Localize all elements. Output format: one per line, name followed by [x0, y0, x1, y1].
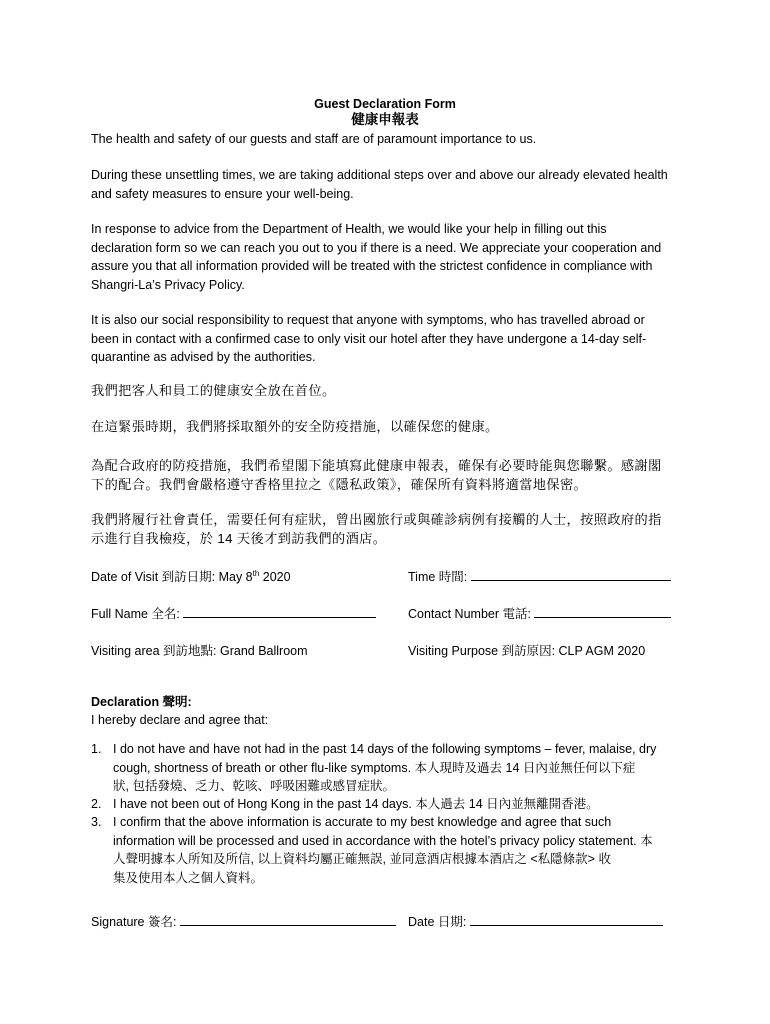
- declaration-lead: I hereby declare and agree that:: [91, 713, 269, 727]
- intro-paragraph-1: The health and safety of our guests and staff are of paramount importance to us.: [91, 132, 537, 146]
- text-line: In response to advice from the Department of Health, we would like your help in filling out this: [91, 222, 607, 236]
- text-line: 示進行自我檢疫，於 14 天後才到訪我們的酒店。: [91, 531, 387, 546]
- text-line: During these unsettling times, we are taking additional steps over and above our already elevated health: [91, 168, 668, 182]
- text-line: and safety measures to ensure your well-being.: [91, 186, 354, 201]
- text-line: I do not have and have not had in the past 14 days of the following symptoms – fever, malaise, dry: [113, 742, 657, 756]
- full-name-field: [91, 605, 376, 624]
- text-line: been in contact with a confirmed case to only visit our hotel after they have undergone a 14-day self-: [91, 331, 647, 346]
- signature-label: Signature 簽名:: [91, 915, 177, 929]
- time-label: Time 時間:: [408, 570, 468, 584]
- text-line: 集及使用本人之個人資料。: [113, 870, 264, 885]
- text-line: Shangri-La’s Privacy Policy.: [91, 277, 245, 292]
- text-line: 下的配合。我們會嚴格遵守香格里拉之《隱私政策》，確保所有資料將適當地保密。: [91, 477, 588, 492]
- item-number: 3.: [91, 815, 102, 829]
- signature-date-input-line[interactable]: [470, 913, 663, 926]
- declaration-item-3: [113, 813, 688, 887]
- text-line: I have not been out of Hong Kong in the past 14 days. 本人過去 14 日內並無離開香港。: [113, 797, 599, 811]
- full-name-input-line[interactable]: [183, 605, 376, 618]
- signature-field: [91, 913, 396, 932]
- time-field: [408, 568, 671, 587]
- text-line: information will be processed and used in accordance with the hotel’s privacy policy statement. 本: [113, 833, 653, 848]
- signature-input-line[interactable]: [180, 913, 396, 926]
- text-line: 為配合政府的防疫措施，我們希望閣下能填寫此健康申報表，確保有必要時能與您聯繫。感謝閣: [91, 458, 662, 473]
- text-line: cough, shortness of breath or other flu-like symptoms. 本人現時及過去 14 日內並無任何以下症: [113, 760, 636, 775]
- contact-number-field: [408, 605, 671, 624]
- text-line: 我們將履行社會責任，需要任何有症狀，曾出國旅行或與確診病例有接觸的人士，按照政府的指: [91, 512, 662, 527]
- text-line: assure you that all information provided will be treated with the strictest confidence in compliance with: [91, 259, 653, 273]
- declaration-item-1: [113, 740, 688, 796]
- text-line: declaration form so we can reach you out to you if there is a need. We appreciate your cooperation and: [91, 240, 662, 255]
- intro-paragraph-3: [91, 220, 686, 294]
- date-of-visit-field: [91, 568, 291, 587]
- date-of-visit-label: Date of Visit 到訪日期: May 8: [91, 570, 253, 584]
- full-name-label: Full Name 全名:: [91, 607, 180, 621]
- date-suffix: th: [252, 568, 260, 578]
- intro-zh-4: [91, 510, 686, 548]
- intro-zh-1: 我們把客人和員工的健康安全放在首位。: [91, 383, 336, 398]
- form-title-en: Guest Declaration Form: [314, 97, 456, 111]
- contact-number-input-line[interactable]: [534, 605, 671, 618]
- text-line: I confirm that the above information is accurate to my best knowledge and agree that such: [113, 815, 612, 829]
- intro-paragraph-4: [91, 311, 686, 367]
- signature-date-field: [408, 913, 663, 932]
- time-input-line[interactable]: [471, 568, 671, 581]
- contact-number-label: Contact Number 電話:: [408, 607, 531, 621]
- intro-zh-2: 在這緊張時期，我們將採取額外的安全防疫措施，以確保您的健康。: [91, 419, 499, 434]
- visiting-purpose: Visiting Purpose 到訪原因: CLP AGM 2020: [408, 644, 646, 658]
- declaration-heading: Declaration 聲明:: [91, 695, 192, 709]
- declaration-item-2: [113, 795, 688, 814]
- text-line: It is also our social responsibility to request that anyone with symptoms, who has travelled abroad or: [91, 313, 645, 327]
- form-title-zh: 健康申報表: [351, 112, 419, 127]
- item-number: 1.: [91, 742, 102, 756]
- item-number: 2.: [91, 797, 102, 811]
- signature-date-label: Date 日期:: [408, 915, 467, 929]
- text-line: quarantine as advised by the authorities.: [91, 350, 316, 364]
- text-line: 狀, 包括發燒、乏力、乾咳、呼吸困難或感冒症狀。: [113, 779, 395, 793]
- intro-zh-3: [91, 456, 686, 494]
- visiting-area: Visiting area 到訪地點: Grand Ballroom: [91, 644, 308, 658]
- text-line: 人聲明據本人所知及所信, 以上資料均屬正確無誤, 並同意酒店根據本酒店之 <私隱條款> 收: [113, 852, 611, 866]
- intro-paragraph-2: [91, 166, 686, 203]
- date-year: 2020: [259, 570, 291, 584]
